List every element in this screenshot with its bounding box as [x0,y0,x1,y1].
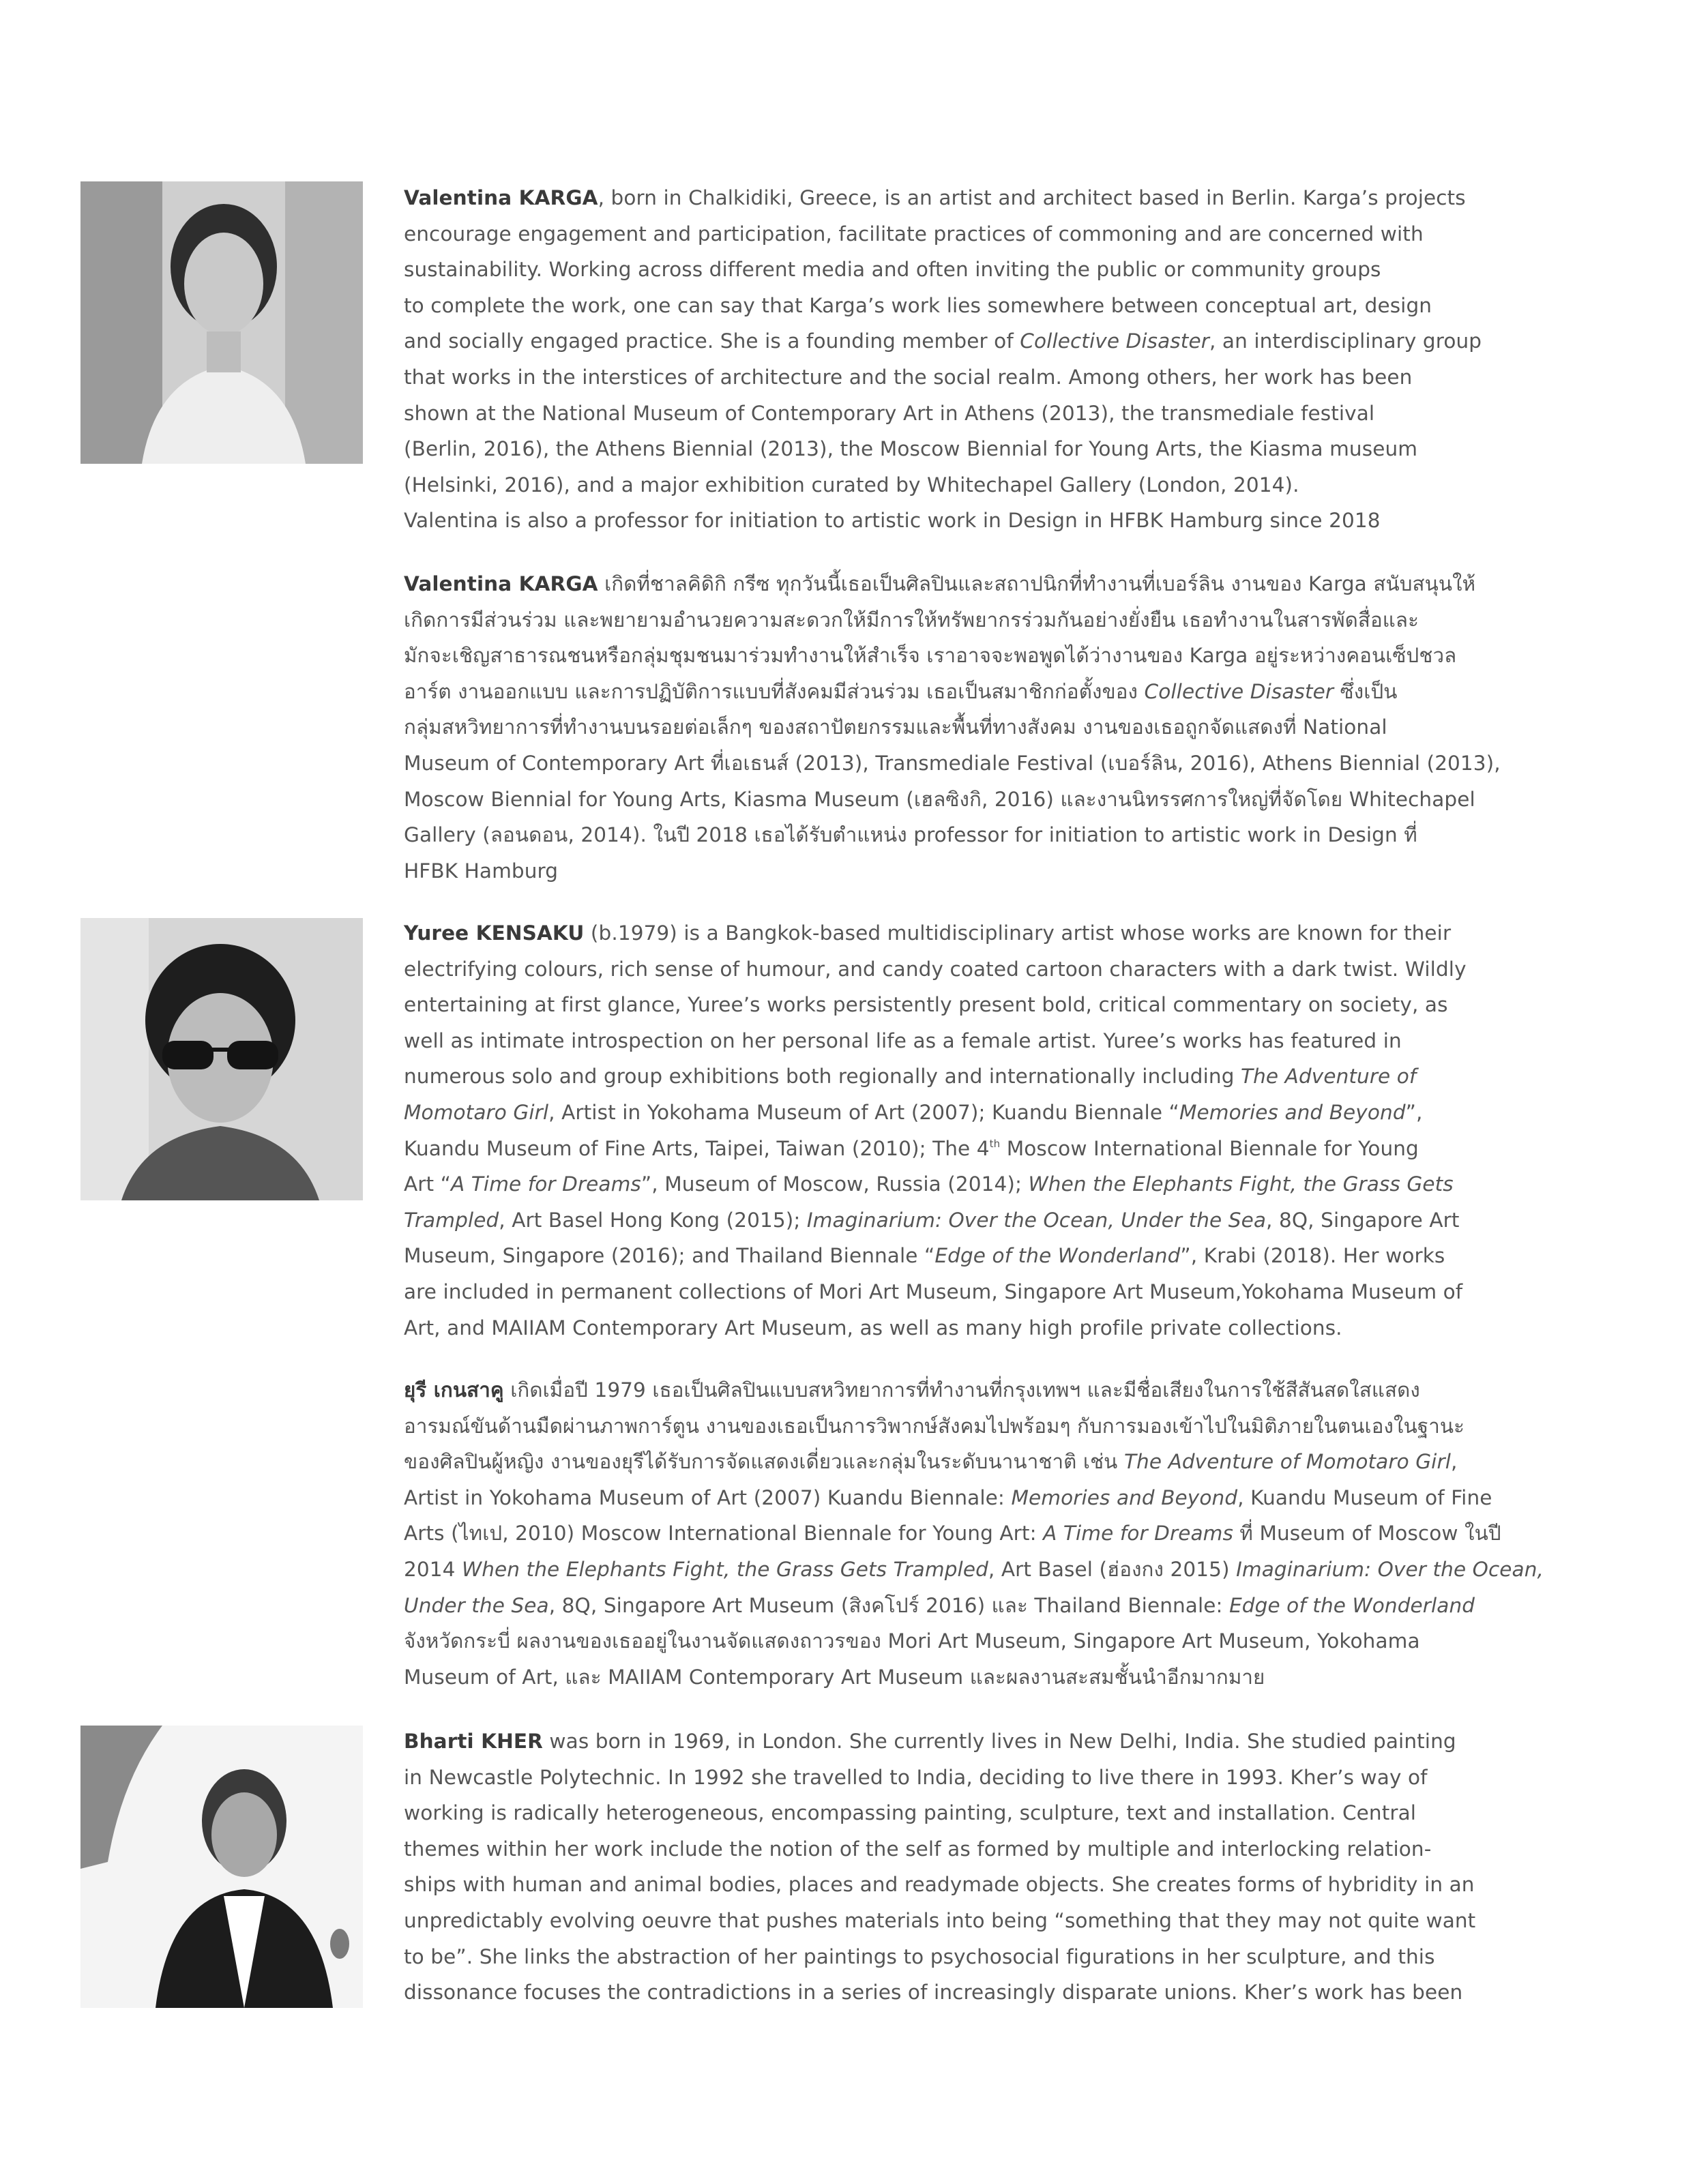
portrait-bharti-kher-image [80,1726,363,2008]
text-run: dissonance focuses the contradictions in a series of increasingly disparate unions. Kher’s work has been [404,1981,1463,2004]
bio-line [404,745,1501,782]
artist-name: Valentina KARGA [404,572,598,595]
text-run: to complete the work, one can say that Karga’s work lies somewhere between conceptual art, design [404,293,1432,317]
bio-line [404,674,1480,710]
text-run: well as intimate introspection on her personal life as a female artist. Yuree’s works has featured in [404,1029,1402,1052]
bio-line [404,1444,1480,1480]
bio-line [404,467,1480,503]
text-run: (b.1979) is a Bangkok-based multidisciplinary artist whose works are known for their [584,921,1452,945]
bio-line [404,1795,1480,1831]
text-run: ที่ Museum of Moscow ในปี [1233,1522,1501,1545]
text-run: กลุ่มสหวิทยาการที่ทำงานบนรอยต่อเล็กๆ ของสถาปัตยกรรมและพื้นที่ทางสังคม งานของเธอถูกจัดแสดงที่ National [404,715,1387,739]
portrait-valentina-karga [80,181,363,464]
text-run: numerous solo and group exhibitions both regionally and internationally including [404,1065,1241,1089]
text-run: entertaining at first glance, Yuree’s works persistently present bold, critical commentary on society, as [404,993,1448,1017]
bio-line [404,1202,1480,1239]
text-run: , 8Q, Singapore Art [1266,1208,1460,1232]
text-run: ”, [1405,1100,1423,1124]
text-run: Valentina is also a professor for initiation to artistic work in Design in HFBK Hamburg since 2018 [404,509,1381,533]
text-run: , [1451,1450,1458,1474]
bio-line [404,1310,1480,1346]
text-run: working is radically heterogeneous, encompassing painting, sculpture, text and installation. Central [404,1801,1417,1825]
text-run: เกิดเมื่อปี 1979 เธอเป็นศิลปินแบบสหวิทยาการที่ทำงานที่กรุงเทพฯ และมีชื่อเสียงในการใช้สีสันสดใสแสดง [503,1378,1420,1402]
text-run: and socially engaged practice. She is a founding member of [404,329,1020,353]
work-title: Memories and Beyond [1011,1485,1238,1509]
bio-yuree-kensaku-en [404,915,1480,1346]
bio-line [404,602,1480,638]
work-title: Imaginarium: Over the Ocean, [1236,1557,1544,1581]
text-run: Moscow International Biennale for Young [1000,1136,1419,1160]
text-run: , born in Chalkidiki, Greece, is an artist and architect based in Berlin. Karga’s projects [598,186,1466,209]
portrait-valentina-karga-image [80,181,363,464]
text-run: จังหวัดกระบี่ ผลงานของเธออยู่ในงานจัดแสดงถาวรของ Mori Art Museum, Singapore Art Museum, Yokohama [404,1629,1420,1653]
bio-line [404,1974,1480,2011]
work-title: Collective Disaster [1020,329,1209,353]
work-title: Trampled [404,1208,499,1232]
text-run: มักจะเชิญสาธารณชนหรือกลุ่มชุมชนมาร่วมทำงานให้สำเร็จ เราอาจจะพอพูดได้ว่างานของ Karga อยู่ระหว่างคอนเซ็ปชวล [404,644,1457,668]
text-run: อาร์ต งานออกแบบ และการปฏิบัติการแบบที่สังคมมีส่วนร่วม เธอเป็นสมาชิกก่อตั้งของ [404,679,1145,703]
bio-line [404,1588,1480,1624]
bio-line [404,1372,1480,1408]
bio-line [404,1760,1480,1796]
text-run: Arts (ไทเป, 2010) Moscow International Biennale for Young Art: [404,1522,1044,1545]
bio-line [404,1274,1480,1310]
portrait-yuree-kensaku-image [80,918,363,1200]
text-run: , Art Basel (ฮ่องกง 2015) [988,1557,1237,1581]
bio-line [404,1867,1480,1903]
text-run: unpredictably evolving oeuvre that pushes materials into being “something that they may not quite want [404,1908,1476,1932]
bio-line [404,1723,1480,1760]
bio-line [404,709,1480,745]
text-run: ”, Museum of Moscow, Russia (2014); [640,1172,1029,1196]
bio-line [404,1166,1480,1202]
bio-line [404,1552,1544,1588]
text-run: , Artist in Yokohama Museum of Art (2007); Kuandu Biennale “ [548,1100,1179,1124]
text-run: HFBK Hamburg [404,859,559,883]
work-title: The Adventure of Momotaro Girl [1123,1450,1451,1474]
text-run: was born in 1969, in London. She currently lives in New Delhi, India. She studied painting [542,1730,1456,1753]
artist-name: Bharti KHER [404,1730,543,1753]
text-run: encourage engagement and participation, facilitate practices of commoning and are concerned with [404,222,1424,246]
text-run: Art, and MAIIAM Contemporary Art Museum, as well as many high profile private collections. [404,1316,1342,1340]
artist-name: ยุรี เกนสาคู [404,1378,504,1402]
bio-line [404,1059,1480,1095]
bio-yuree-kensaku-th [404,1372,1544,1695]
bio-line [404,1903,1480,1939]
portrait-yuree-kensaku [80,918,363,1200]
artist-name: Yuree KENSAKU [404,921,585,945]
text-run: to be”. She links the abstraction of her paintings to psychosocial figurations in her sculpture, and this [404,1944,1435,1968]
bio-line [404,1831,1480,1867]
bio-line [404,1939,1480,1975]
bio-line [404,915,1480,951]
bio-line [404,566,1480,602]
artist-name: Valentina KARGA [404,186,598,209]
work-title: Memories and Beyond [1179,1100,1406,1124]
work-title: Imaginarium: Over the Ocean, Under the Sea [806,1208,1267,1232]
bio-line [404,853,1480,889]
text-run: เกิดการมีส่วนร่วม และพยายามอำนวยความสะดวกให้มีการให้ทรัพยากรร่วมกันอย่างยั่งยืน เธอทำงานในสารพัดสื่อและ [404,608,1419,632]
bio-line [404,216,1480,252]
text-run: are included in permanent collections of Mori Art Museum, Singapore Art Museum,Yokohama Museum of [404,1279,1463,1303]
bio-line [404,1131,1480,1167]
work-title: When the Elephants Fight, the Grass Gets [1028,1172,1454,1196]
bio-line [404,782,1480,818]
bio-line [404,987,1480,1023]
bio-line [404,503,1480,539]
text-run: Kuandu Museum of Fine Arts, Taipei, Taiwan (2010); The 4 [404,1136,990,1160]
bio-bharti-kher-en [404,1723,1480,2011]
bio-line [404,1623,1480,1659]
text-run: Art “ [404,1172,452,1196]
text-run: themes within her work include the notion of the self as formed by multiple and interlocking relation- [404,1837,1432,1861]
text-run: , 8Q, Singapore Art Museum (สิงคโปร์ 2016) และ Thailand Biennale: [548,1593,1230,1617]
text-run: ships with human and animal bodies, places and readymade objects. She creates forms of hybridity in an [404,1873,1475,1897]
bio-valentina-karga-th [404,566,1501,889]
bio-line [404,1659,1480,1696]
bio-line [404,1023,1480,1059]
work-title: Collective Disaster [1144,679,1334,703]
bio-line [404,1480,1492,1516]
bio-line [404,951,1480,988]
text-run: ของศิลปินผู้หญิง งานของยุรีได้รับการจัดแสดงเดี่ยวและกลุ่มในระดับนานาชาติ เช่น [404,1450,1124,1474]
text-run: Museum, Singapore (2016); and Thailand Biennale “ [404,1244,935,1268]
bio-line [404,638,1480,674]
work-title: Momotaro Girl [404,1100,549,1124]
text-run: sustainability. Working across different media and often inviting the public or community groups [404,258,1381,282]
text-run: Moscow Biennial for Young Arts, Kiasma Museum (เฮลซิงกิ, 2016) และงานนิทรรศการใหญ่ที่จัดโดย Whitechapel [404,787,1475,811]
bio-line [404,1515,1501,1552]
bio-line [404,180,1480,216]
text-run: (Berlin, 2016), the Athens Biennial (2013), the Moscow Biennial for Young Arts, the Kiasma museum [404,437,1418,461]
bio-line [404,396,1480,432]
bio-line [404,288,1480,324]
bio-valentina-karga-en [404,180,1480,539]
bio-line [404,1238,1480,1274]
portrait-bharti-kher [80,1726,363,2008]
bio-line [404,252,1480,288]
text-run: (Helsinki, 2016), and a major exhibition curated by Whitechapel Gallery (London, 2014). [404,473,1299,497]
text-run: Museum of Contemporary Art ที่เอเธนส์ (2013), Transmediale Festival (เบอร์ลิน, 2016), Athens Biennial (2013), [404,751,1501,775]
bio-line [404,359,1480,396]
text-run: ”, Krabi (2018). Her works [1180,1244,1445,1268]
work-title: When the Elephants Fight, the Grass Gets Trampled [461,1557,988,1581]
text-run: , an interdisciplinary group [1209,329,1482,353]
text-run: ซึ่งเป็น [1334,679,1398,703]
work-title: The Adventure of [1241,1065,1417,1089]
text-run: , Kuandu Museum of Fine [1237,1485,1492,1509]
work-title: Under the Sea [404,1593,549,1617]
text-run: Gallery (ลอนดอน, 2014). ในปี 2018 เธอได้รับตำแหน่ง professor for initiation to artistic work in Design ที่ [404,823,1417,847]
text-run: เกิดที่ชาลคิดิกิ กรีซ ทุกวันนี้เธอเป็นศิลปินและสถาปนิกที่ทำงานที่เบอร์ลิน งานของ Karga สนับสนุนให้ [598,572,1476,595]
text-run: in Newcastle Polytechnic. In 1992 she travelled to India, deciding to live there in 1993. Kher’s way of [404,1765,1428,1789]
bio-line [404,431,1480,467]
bio-line [404,1408,1480,1445]
text-run: อารมณ์ขันด้านมืดผ่านภาพการ์ตูน งานของเธอเป็นการวิพากษ์สังคมไปพร้อมๆ กับการมองเข้าไปในมิติภายในตนเองในฐานะ [404,1414,1465,1438]
superscript: th [989,1137,1001,1150]
text-run: shown at the National Museum of Contemporary Art in Athens (2013), the transmediale festival [404,401,1375,425]
bio-line [404,817,1480,853]
bio-line [404,323,1480,359]
work-title: A Time for Dreams [1043,1522,1233,1545]
work-title: Edge of the Wonderland [1229,1593,1475,1617]
text-run: Artist in Yokohama Museum of Art (2007) Kuandu Biennale: [404,1485,1012,1509]
text-run: that works in the interstices of architecture and the social realm. Among others, her work has been [404,365,1413,389]
bio-line [404,1095,1480,1131]
text-run: electrifying colours, rich sense of humour, and candy coated cartoon characters with a dark twist. Wildly [404,957,1467,981]
text-run: Museum of Art, และ MAIIAM Contemporary Art Museum และผลงานสะสมชั้นนำอีกมากมาย [404,1665,1265,1689]
text-run: 2014 [404,1557,462,1581]
text-run: , Art Basel Hong Kong (2015); [499,1208,807,1232]
work-title: Edge of the Wonderland [934,1244,1181,1268]
work-title: A Time for Dreams [451,1172,641,1196]
